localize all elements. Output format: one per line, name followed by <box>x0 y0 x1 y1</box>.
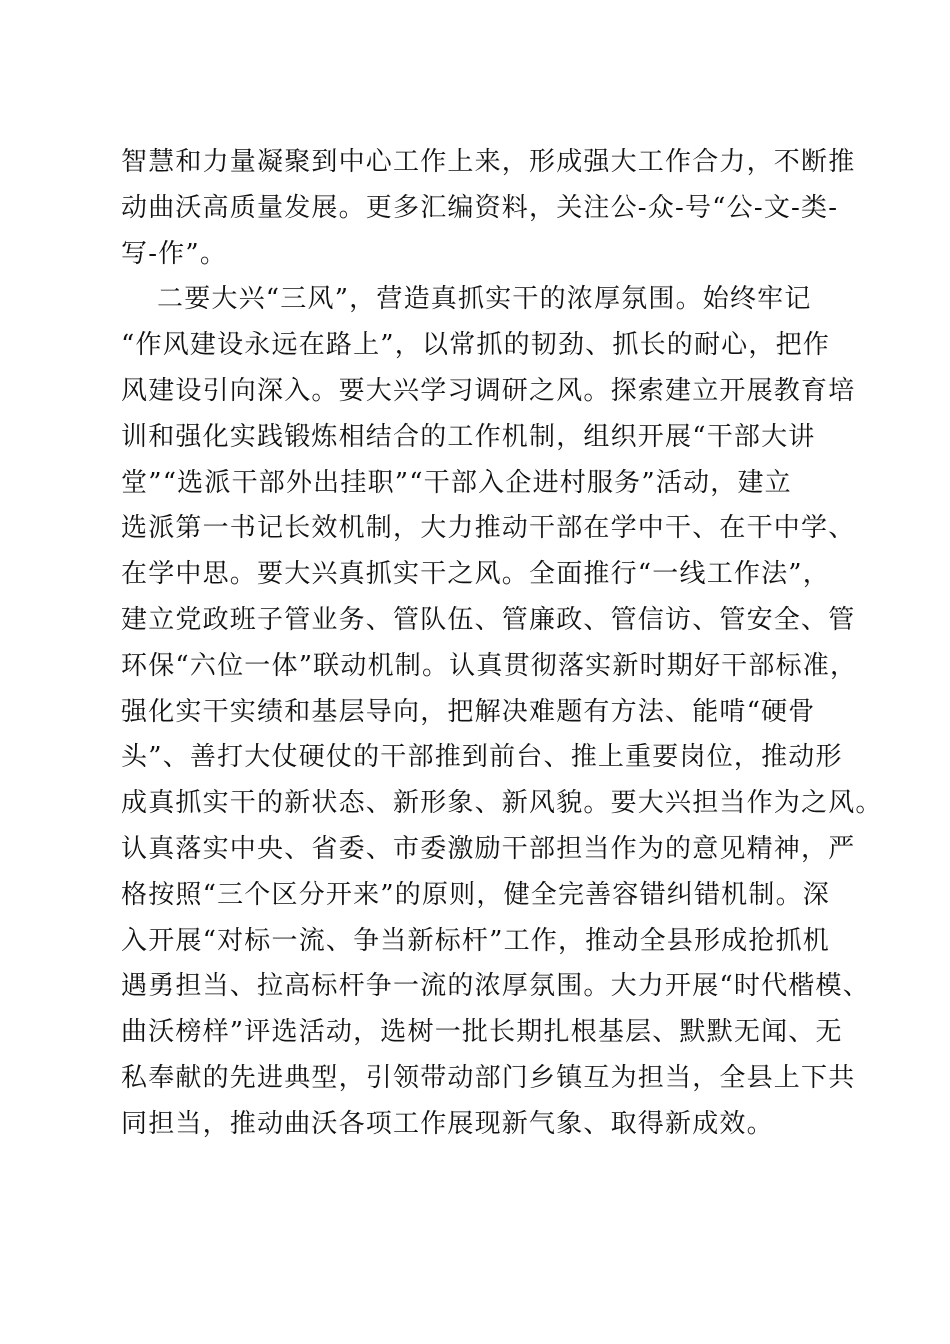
text-line: 建立党政班子管业务、管队伍、管廉政、管信访、管安全、管 <box>121 604 856 635</box>
text-line: 格按照“三个区分开来”的原则，健全完善容错纠错机制。深 <box>121 879 830 910</box>
text-line: 选派第一书记长效机制，大力推动干部在学中干、在干中学、 <box>121 513 856 544</box>
text-line: 智慧和力量凝聚到中心工作上来，形成强大工作合力，不断推 <box>121 147 856 177</box>
text-line: 风建设引向深入。要大兴学习调研之风。探索建立开展教育培 <box>121 375 856 406</box>
text-line: “作风建设永远在路上”，以常抓的韧劲、抓长的耐心，把作 <box>121 330 830 361</box>
text-line: 动曲沃高质量发展。更多汇编资料，关注公-众-号“公-文-类- <box>121 192 839 223</box>
text-line: 私奉献的先进典型，引领带动部门乡镇互为担当，全县上下共 <box>121 1062 856 1093</box>
document-body <box>121 140 883 1148</box>
paragraph-1 <box>121 140 856 277</box>
text-line: 在学中思。要大兴真抓实干之风。全面推行“一线工作法”， <box>121 559 830 590</box>
text-line: 曲沃榜样”评选活动，选树一批长期扎根基层、默默无闻、无 <box>121 1017 843 1048</box>
text-line: 遇勇担当、拉高标杆争一流的浓厚氛围。大力开展“时代楷模、 <box>121 971 870 1002</box>
text-line: 堂”“选派干部外出挂职”“干部入企进村服务”活动，建立 <box>121 467 792 498</box>
text-line: 环保“六位一体”联动机制。认真贯彻落实新时期好干部标准， <box>121 650 858 681</box>
text-line: 头”、善打大仗硬仗的干部推到前台、推上重要岗位，推动形 <box>121 742 843 773</box>
text-line: 成真抓实干的新状态、新形象、新风貌。要大兴担当作为之风。 <box>121 788 883 819</box>
text-line: 认真落实中央、省委、市委激励干部担当作为的意见精神，严 <box>121 833 856 864</box>
text-line: 二要大兴“三风”，营造真抓实干的浓厚氛围。始终牢记 <box>157 284 812 315</box>
text-line: 同担当，推动曲沃各项工作展现新气象、取得新成效。 <box>121 1108 774 1139</box>
text-line: 入开展“对标一流、争当新标杆”工作，推动全县形成抢抓机 <box>121 925 830 956</box>
paragraph-2 <box>121 277 883 1147</box>
text-line: 写-作”。 <box>121 238 228 269</box>
text-line: 训和强化实践锻炼相结合的工作机制，组织开展“干部大讲 <box>121 421 816 452</box>
text-line: 强化实干实绩和基层导向，把解决难题有方法、能啃“硬骨 <box>121 696 816 727</box>
